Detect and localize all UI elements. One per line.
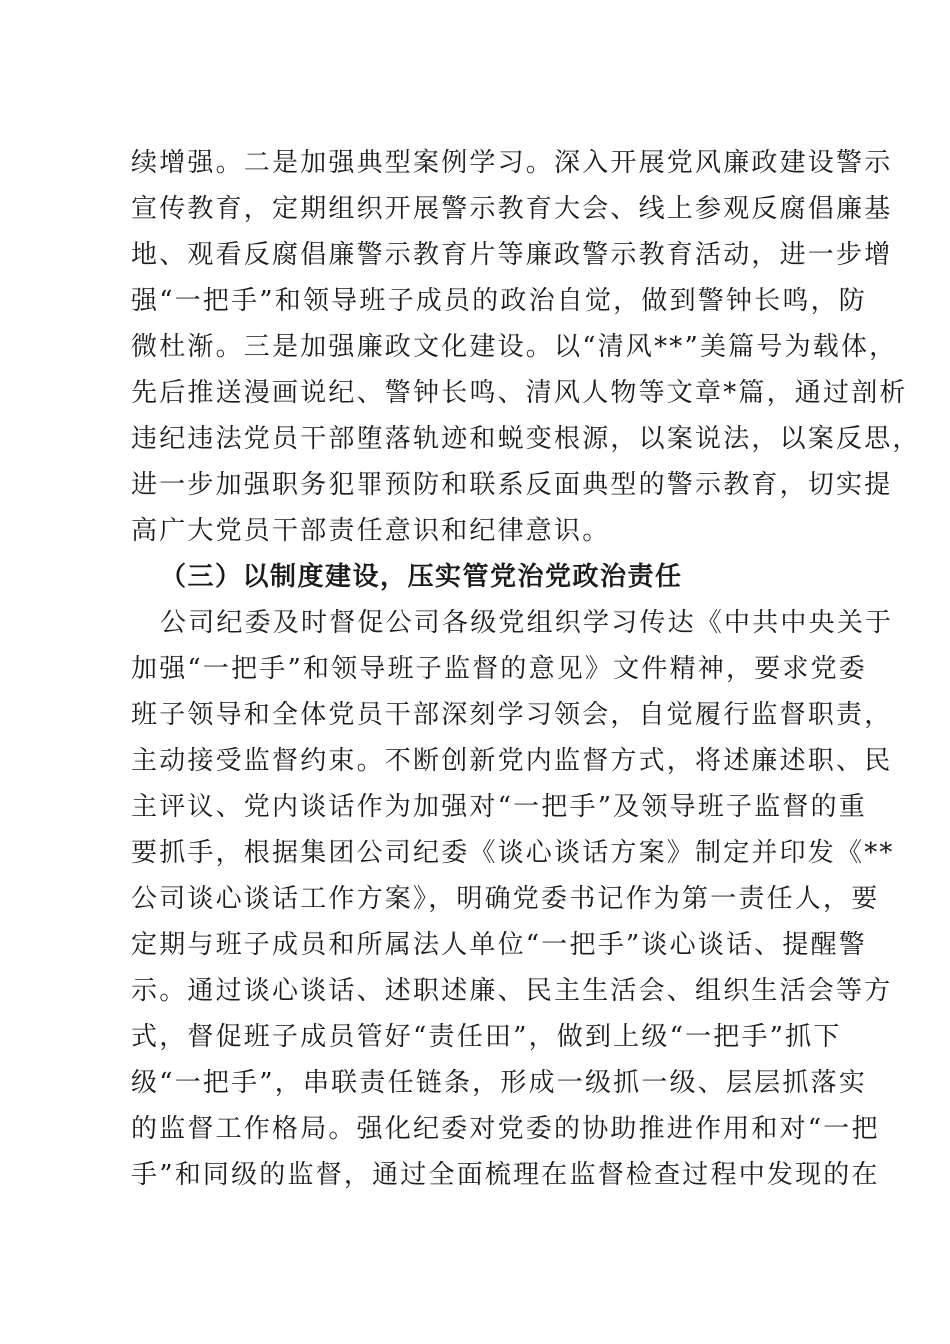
paragraph-line: 公司纪委及时督促公司各级党组织学习传达《中共中央关于: [160, 608, 894, 638]
paragraph-line: 公司谈心谈话工作方案》，明确党委书记作为第一责任人，要: [131, 884, 880, 914]
paragraph-line: 主评议、党内谈话作为加强对“一把手”及领导班子监督的重: [131, 792, 867, 822]
paragraph-line: 班子领导和全体党员干部深刻学习领会，自觉履行监督职责，: [131, 700, 893, 730]
paragraph-line: 示。通过谈心谈话、述职述廉、民主生活会、组织生活会等方: [131, 976, 893, 1006]
paragraph-line: 进一步加强职务犯罪预防和联系反面典型的警示教育，切实提: [131, 470, 893, 500]
paragraph-line: 高广大党员干部责任意识和纪律意识。: [131, 516, 611, 546]
paragraph-line: 先后推送漫画说纪、警钟长鸣、清风人物等文章*篇，通过剖析: [131, 378, 908, 408]
paragraph-line: 式，督促班子成员管好“责任田”，做到上级“一把手”抓下: [131, 1022, 842, 1052]
paragraph-line: 加强“一把手”和领导班子监督的意见》文件精神，要求党委: [131, 654, 867, 684]
paragraph-line: 微杜渐。三是加强廉政文化建设。以“清风**”美篇号为载体，: [131, 332, 898, 362]
paragraph-line: 级“一把手”，串联责任链条，形成一级抓一级、层层抓落实: [131, 1068, 867, 1098]
paragraph-line: 违纪违法党员干部堕落轨迹和蜕变根源，以案说法，以案反思，: [131, 424, 921, 454]
paragraph-line: 宣传教育，定期组织开展警示教育大会、线上参观反腐倡廉基: [131, 194, 893, 224]
paragraph-line: 的监督工作格局。强化纪委对党委的协助推进作用和对“一把: [131, 1114, 880, 1144]
paragraph-line: 强“一把手”和领导班子成员的政治自觉，做到警钟长鸣，防: [131, 286, 867, 316]
paragraph-line: 定期与班子成员和所属法人单位“一把手”谈心谈话、提醒警: [131, 930, 867, 960]
section-heading: （三）以制度建设，压实管党治党政治责任: [160, 562, 683, 592]
paragraph-line: 地、观看反腐倡廉警示教育片等廉政警示教育活动，进一步增: [131, 240, 893, 270]
paragraph-line: 主动接受监督约束。不断创新党内监督方式，将述廉述职、民: [131, 746, 893, 776]
paragraph-line: 手”和同级的监督，通过全面梳理在监督检查过程中发现的在: [131, 1160, 880, 1190]
paragraph-line: 要抓手，根据集团公司纪委《谈心谈话方案》制定并印发《**: [131, 838, 895, 868]
paragraph-line: 续增强。二是加强典型案例学习。深入开展党风廉政建设警示: [131, 148, 893, 178]
